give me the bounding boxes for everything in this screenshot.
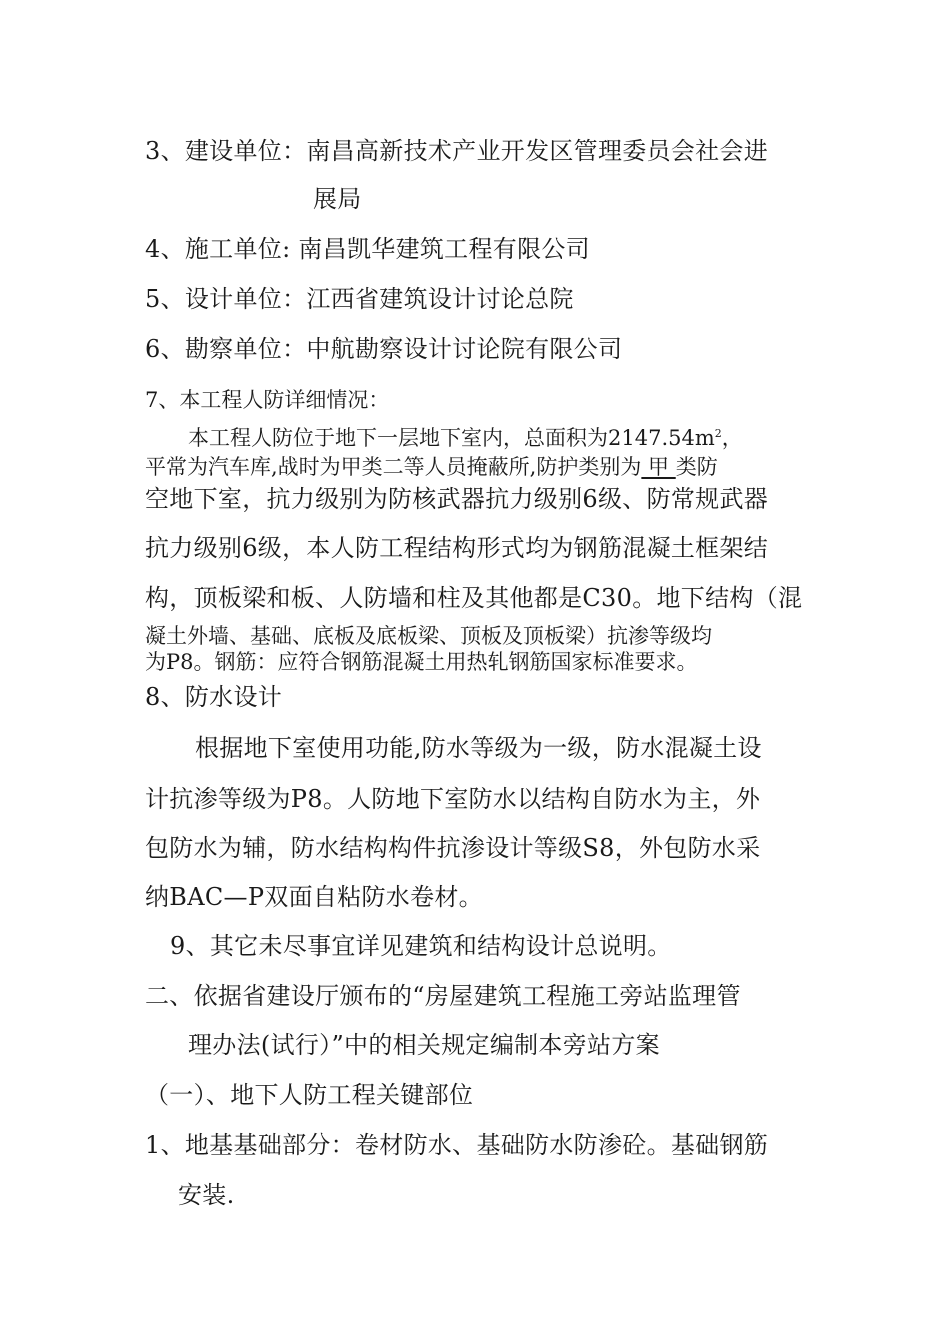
item-5: 5、设计单位：江西省建筑设计讨论总院	[145, 285, 574, 313]
area-unit-superscript: 2	[714, 427, 722, 440]
waterproof-line-1: 根据地下室使用功能,防水等级为一级，防水混凝土设	[195, 734, 762, 762]
section-2-line-2: 理办法(试行）”中的相关规定编制本旁站方案	[188, 1031, 660, 1059]
item-7: 7、本工程人防详细情况：	[145, 388, 390, 412]
subsection-1-heading: （一）、地下人防工程关键部位	[145, 1081, 474, 1109]
civil-defense-line-5: 构，顶板梁和板、人防墙和柱及其他都是C30。地下结构（混	[145, 584, 803, 612]
section-2-line-1: 二、依据省建设厅颁布的“房屋建筑工程施工旁站监理管	[145, 982, 741, 1010]
civil-defense-line-2-pre: 平常为汽车库,战时为甲类二等人员掩蔽所,防护类别为	[145, 455, 642, 479]
item-3-line-2: 展局	[313, 185, 362, 213]
point-1-line-1: 1、地基基础部分：卷材防水、基础防水防渗砼。基础钢筋	[145, 1131, 769, 1159]
civil-defense-comma: ，	[721, 426, 743, 450]
civil-defense-line-4: 抗力级别6级，本人防工程结构形式均为钢筋混凝土框架结	[145, 534, 769, 562]
civil-defense-line-3: 空地下室，抗力级别为防核武器抗力级别6级、防常规武器	[145, 485, 769, 513]
item-3-line-1: 3、建设单位：南昌高新技术产业开发区管理委员会社会进	[145, 137, 769, 165]
waterproof-heading: 8、防水设计	[145, 683, 283, 711]
item-9: 9、其它未尽事宜详见建筑和结构设计总说明。	[170, 932, 672, 960]
civil-defense-line-2	[145, 455, 718, 479]
civil-defense-line-2-post: 类防	[675, 455, 718, 479]
item-6: 6、勘察单位：中航勘察设计讨论院有限公司	[145, 335, 623, 363]
waterproof-line-2: 计抗渗等级为P8。人防地下室防水以结构自防水为主，外	[145, 785, 761, 813]
protection-class-value: 甲	[641, 455, 676, 479]
point-1-line-2: 安装.	[178, 1181, 235, 1209]
civil-defense-line-6: 凝土外墙、基础、底板及底板梁、顶板及顶板梁）抗渗等级均	[145, 624, 712, 648]
civil-defense-line-7: 为P8。钢筋：应符合钢筋混凝土用热轧钢筋国家标准要求。	[145, 650, 698, 674]
waterproof-line-4: 纳BAC—P双面自粘防水卷材。	[145, 883, 483, 911]
item-4: 4、施工单位: 南昌凯华建筑工程有限公司	[145, 235, 590, 263]
civil-defense-area-text: 本工程人防位于地下一层地下室内，总面积为2147.54m	[188, 426, 715, 450]
civil-defense-line-1	[188, 426, 743, 450]
waterproof-line-3: 包防水为辅，防水结构构件抗渗设计等级S8，外包防水采	[145, 834, 761, 862]
